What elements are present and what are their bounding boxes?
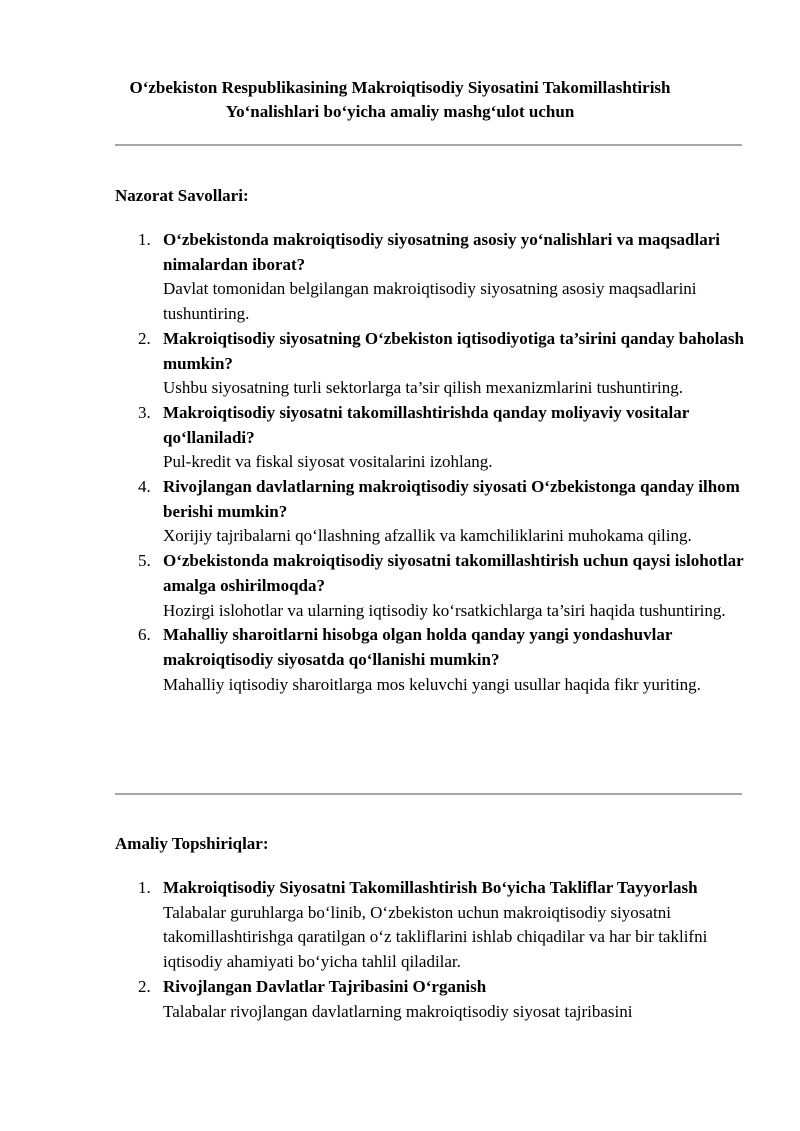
control-questions-list bbox=[115, 228, 755, 697]
list-item bbox=[115, 475, 755, 549]
question-note: Mahalliy iqtisodiy sharoitlarga mos keluvchi yangi usullar haqida fikr yuriting. bbox=[163, 674, 701, 694]
question-text: Makroiqtisodiy siyosatning O‘zbekiston iqtisodiyotiga ta’sirini qanday baholash mumkin? bbox=[163, 328, 744, 373]
list-item-number: 3. bbox=[138, 402, 151, 422]
question-text: Rivojlangan davlatlarning makroiqtisodiy siyosati O‘zbekistonga qanday ilhom berishi mumkin? bbox=[163, 477, 740, 521]
list-item bbox=[115, 876, 755, 975]
list-item-number: 4. bbox=[138, 477, 151, 497]
question-text: Mahalliy sharoitlarni hisobga olgan holda qanday yangi yondashuvlar makroiqtisodiy siyosatda qo‘llanishi mumkin? bbox=[163, 625, 673, 669]
task-description: Talabalar guruhlarga bo‘linib, O‘zbekiston uchun makroiqtisodiy siyosatni takomillashtirishga qaratilgan o‘z takliflarini ishlab chiqadilar va har bir taklifni iqtisodiy ahamiyati bo‘yicha tahlil qiladilar. bbox=[163, 902, 708, 972]
list-item bbox=[115, 228, 755, 327]
list-item-number: 2. bbox=[138, 976, 151, 996]
task-title: Makroiqtisodiy Siyosatni Takomillashtirish Bo‘yicha Takliflar Tayyorlash bbox=[163, 878, 698, 897]
practical-tasks-heading: Amaliy Topshiriqlar: bbox=[115, 834, 269, 853]
task-title: Rivojlangan Davlatlar Tajribasini O‘rganish bbox=[163, 976, 487, 996]
document-title bbox=[60, 76, 740, 124]
list-item bbox=[115, 401, 755, 475]
question-text: Makroiqtisodiy siyosatni takomillashtirishda qanday moliyaviy vositalar qo‘llaniladi? bbox=[163, 402, 689, 447]
divider-middle bbox=[115, 793, 742, 795]
list-item bbox=[115, 623, 755, 697]
control-questions-heading: Nazorat Savollari: bbox=[115, 186, 249, 205]
list-item-number: 1. bbox=[138, 878, 151, 897]
question-note: Ushbu siyosatning turli sektorlarga ta’sir qilish mexanizmlarini tushuntiring. bbox=[163, 378, 684, 398]
question-note: Hozirgi islohotlar va ularning iqtisodiy ko‘rsatkichlarga ta’siri haqida tushuntiring. bbox=[163, 600, 726, 620]
list-item-number: 1. bbox=[138, 230, 151, 249]
list-item bbox=[115, 327, 755, 401]
question-note: Davlat tomonidan belgilangan makroiqtisodiy siyosatning asosiy maqsadlarini tushuntiring. bbox=[163, 279, 697, 324]
list-item bbox=[115, 549, 755, 623]
question-note: Xorijiy tajribalarni qo‘llashning afzallik va kamchiliklarini muhokama qiling. bbox=[163, 526, 692, 546]
question-text: O‘zbekistonda makroiqtisodiy siyosatni takomillashtirish uchun qaysi islohotlar amalga oshirilmoqda? bbox=[163, 551, 744, 595]
list-item-number: 2. bbox=[138, 328, 151, 348]
question-note: Pul-kredit va fiskal siyosat vositalarini izohlang. bbox=[163, 452, 493, 472]
document-title-line-2: Yo‘nalishlari bo‘yicha amaliy mashg‘ulot uchun bbox=[225, 102, 575, 121]
list-item bbox=[115, 975, 755, 1024]
practical-tasks-list bbox=[115, 876, 755, 1024]
divider-top bbox=[115, 144, 742, 146]
list-item-number: 5. bbox=[138, 551, 151, 571]
document-title-line-1: O‘zbekiston Respublikasining Makroiqtisodiy Siyosatini Takomillashtirish bbox=[129, 78, 671, 97]
task-description: Talabalar rivojlangan davlatlarning makroiqtisodiy siyosat tajribasini bbox=[163, 1001, 633, 1021]
question-text: O‘zbekistonda makroiqtisodiy siyosatning asosiy yo‘nalishlari va maqsadlari nimalardan iborat? bbox=[163, 230, 721, 274]
list-item-number: 6. bbox=[138, 625, 151, 645]
